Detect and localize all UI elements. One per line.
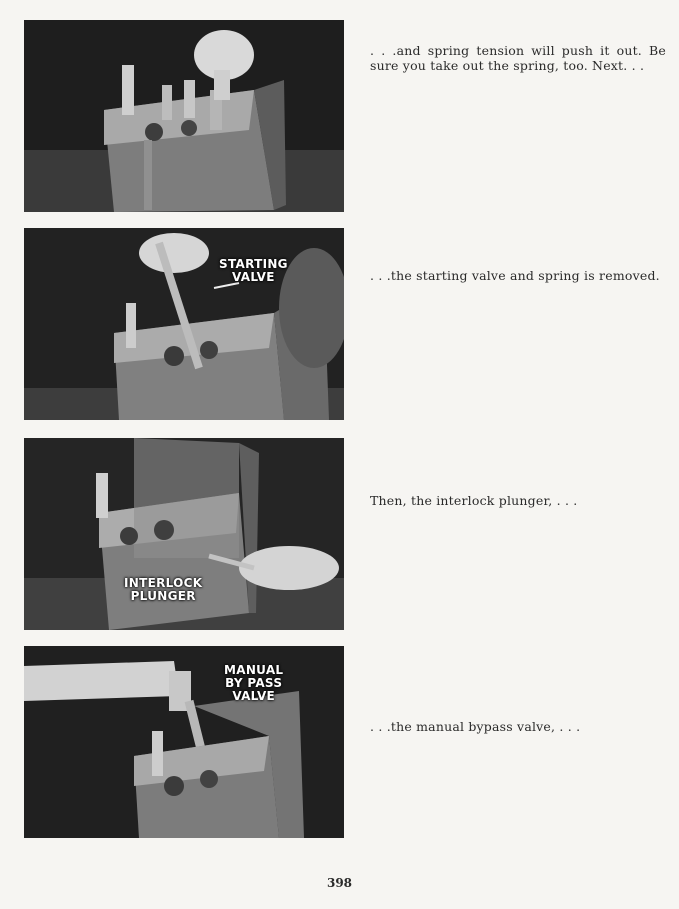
photo-callout: INTERLOCK PLUNGER	[124, 576, 203, 603]
photo-manual-bypass-valve	[24, 646, 344, 838]
photo-spring-removal	[24, 20, 344, 212]
caption-interlock-plunger: Then, the interlock plunger, . . .	[370, 493, 578, 508]
photo-interlock-plunger	[24, 438, 344, 630]
caption-manual-bypass-valve: . . .the manual bypass valve, . . .	[370, 719, 581, 734]
photo-callout: MANUAL BY PASS VALVE	[224, 663, 284, 703]
caption-starting-valve: . . .the starting valve and spring is removed.	[370, 268, 660, 283]
photo-callout: STARTING VALVE	[219, 257, 288, 284]
page-number: 398	[326, 876, 353, 890]
caption-spring-tension: . . .and spring tension will push it out. Be sure you take out the spring, too. Next. . .	[370, 43, 666, 73]
photo-starting-valve	[24, 228, 344, 420]
